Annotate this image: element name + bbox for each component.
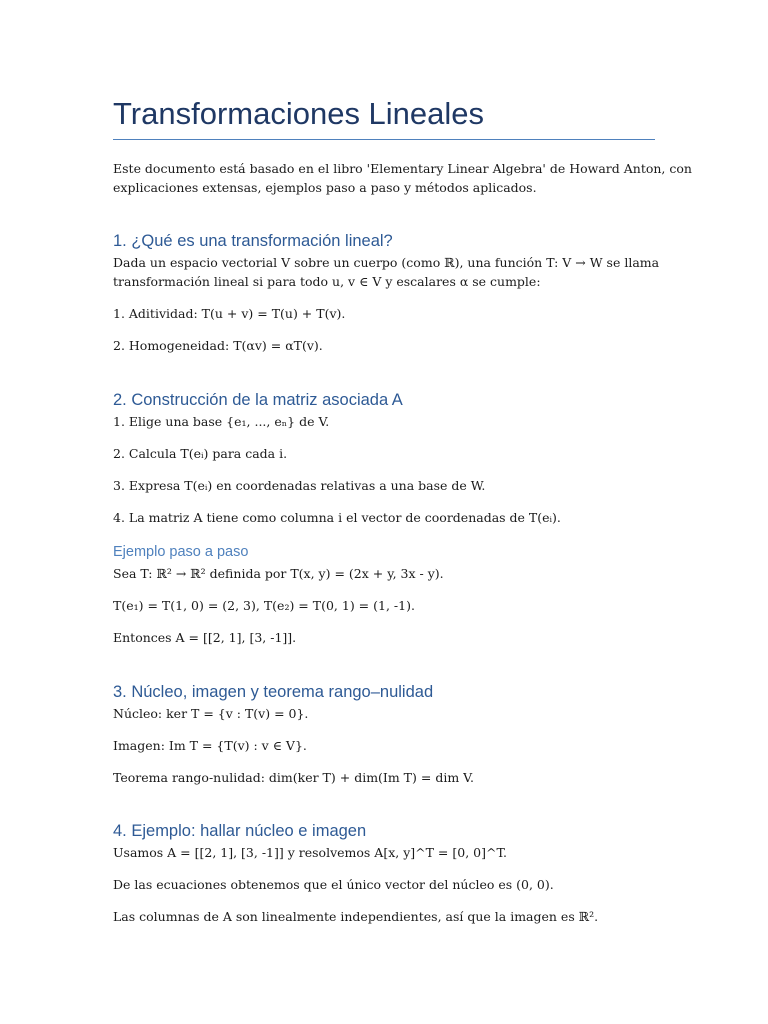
section-4-line-2: De las ecuaciones obtenemos que el único vector del núcleo es (0, 0). — [113, 877, 554, 892]
section-2-item-2: 2. Calcula T(eᵢ) para cada i. — [113, 446, 288, 461]
intro-line-1: Este documento está basado en el libro 'Elementary Linear Algebra' de Howard Anton, con — [113, 161, 692, 176]
section-3-line-2: Imagen: Im T = {T(v) : v ∈ V}. — [113, 738, 307, 753]
section-3-heading: 3. Núcleo, imagen y teorema rango–nulidad — [113, 683, 434, 701]
example-line-3: Entonces A = [[2, 1], [3, -1]]. — [113, 630, 297, 645]
section-3-line-1: Núcleo: ker T = {v : T(v) = 0}. — [113, 706, 309, 721]
document-title: Transformaciones Lineales — [113, 96, 485, 131]
section-3-line-3: Teorema rango-nulidad: dim(ker T) + dim(Im T) = dim V. — [113, 770, 474, 785]
section-2-item-1: 1. Elige una base {e₁, ..., eₙ} de V. — [113, 414, 330, 429]
example-heading: Ejemplo paso a paso — [113, 544, 249, 560]
example-line-2: T(e₁) = T(1, 0) = (2, 3), T(e₂) = T(0, 1) = (1, -1). — [113, 598, 415, 613]
section-1-text-line-2: transformación lineal si para todo u, v ∈ V y escalares α se cumple: — [113, 274, 541, 289]
section-4-line-3: Las columnas de A son linealmente independientes, así que la imagen es ℝ². — [113, 909, 599, 924]
section-2-item-3: 3. Expresa T(eᵢ) en coordenadas relativas a una base de W. — [113, 478, 486, 493]
section-1-text-line-1: Dada un espacio vectorial V sobre un cuerpo (como ℝ), una función T: V → W se llama — [113, 255, 660, 270]
section-2-item-4: 4. La matriz A tiene como columna i el vector de coordenadas de T(eᵢ). — [113, 510, 561, 525]
title-underline — [113, 139, 655, 140]
section-4-heading: 4. Ejemplo: hallar núcleo e imagen — [113, 822, 367, 840]
example-line-1: Sea T: ℝ² → ℝ² definida por T(x, y) = (2x + y, 3x - y). — [113, 566, 444, 581]
section-1-item-1: 1. Aditividad: T(u + v) = T(u) + T(v). — [113, 306, 346, 321]
section-2-heading: 2. Construcción de la matriz asociada A — [113, 391, 403, 409]
intro-line-2: explicaciones extensas, ejemplos paso a paso y métodos aplicados. — [113, 180, 537, 195]
section-1-item-2: 2. Homogeneidad: T(αv) = αT(v). — [113, 338, 323, 353]
section-1-heading: 1. ¿Qué es una transformación lineal? — [113, 232, 393, 250]
section-4-line-1: Usamos A = [[2, 1], [3, -1]] y resolvemos A[x, y]^T = [0, 0]^T. — [113, 845, 507, 860]
